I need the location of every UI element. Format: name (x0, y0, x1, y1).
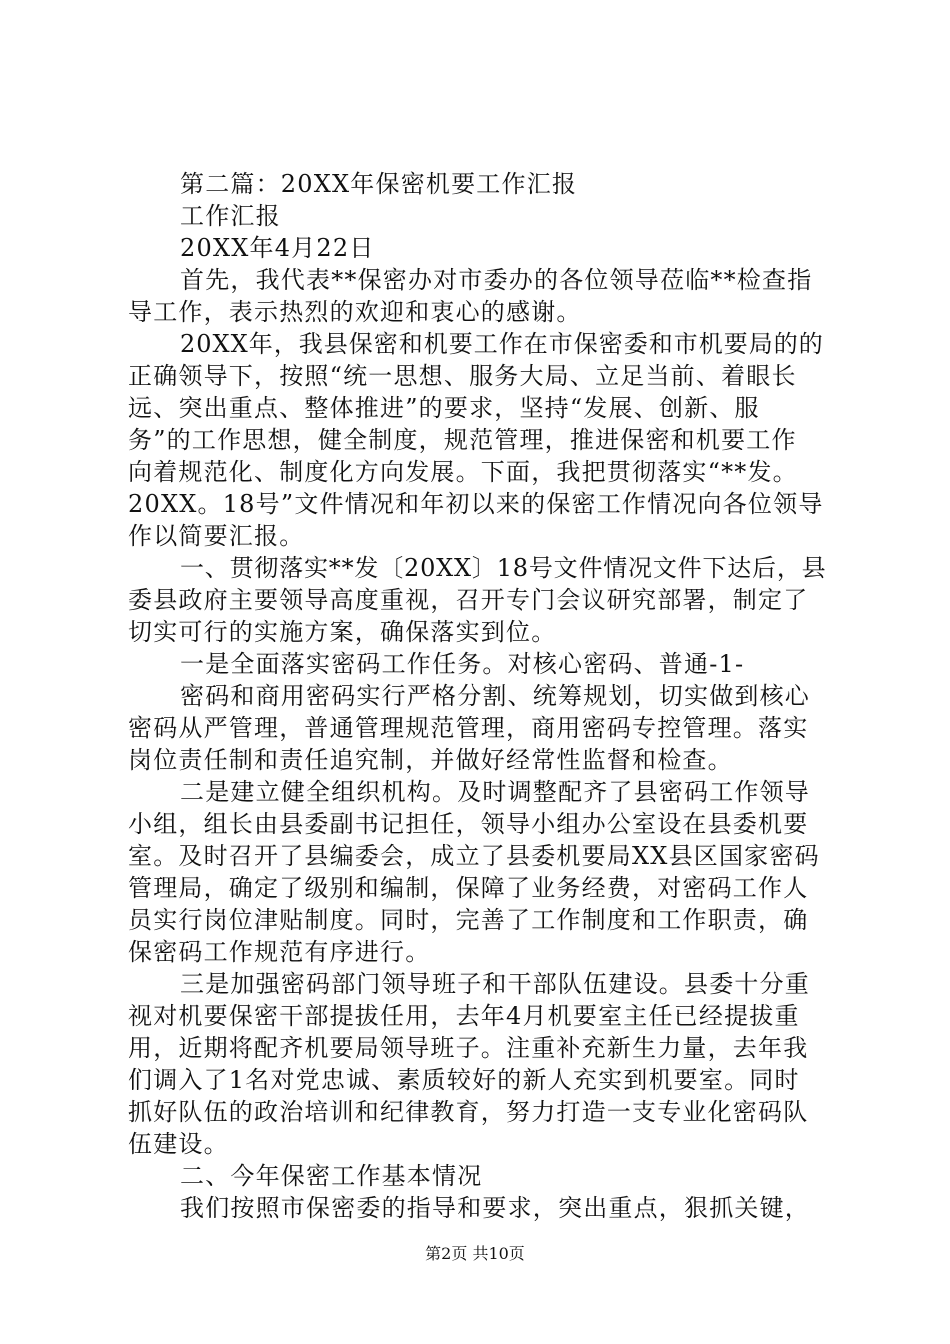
text-line: 切实可行的实施方案，确保落实到位。 (128, 618, 557, 646)
text-line: 第二篇：20XX年保密机要工作汇报 (180, 170, 578, 198)
text-line: 用，近期将配齐机要局领导班子。注重补充新生力量，去年我 (128, 1034, 809, 1062)
text-line: 远、突出重点、整体推进”的要求，坚持“发展、创新、服 (128, 394, 760, 422)
text-line: 们调入了1名对党忠诚、素质较好的新人充实到机要室。同时 (128, 1066, 800, 1094)
text-line: 抓好队伍的政治培训和纪律教育，努力打造一支专业化密码队 (128, 1098, 809, 1126)
text-line: 务”的工作思想，健全制度，规范管理，推进保密和机要工作 (128, 426, 797, 454)
text-line: 保密码工作规范有序进行。 (128, 938, 431, 966)
text-line: 二、今年保密工作基本情况 (180, 1162, 483, 1190)
text-line: 管理局，确定了级别和编制，保障了业务经费，对密码工作人 (128, 874, 809, 902)
document-body (128, 168, 828, 1224)
text-line: 导工作，表示热烈的欢迎和衷心的感谢。 (128, 298, 582, 326)
text-line: 向着规范化、制度化方向发展。下面，我把贯彻落实“**发。 (128, 458, 798, 486)
text-line: 我们按照市保密委的指导和要求，突出重点，狠抓关键， (180, 1194, 810, 1222)
text-line: 室。及时召开了县编委会，成立了县委机要局XX县区国家密码 (128, 842, 820, 870)
text-line: 员实行岗位津贴制度。同时，完善了工作制度和工作职责，确 (128, 906, 809, 934)
text-line: 密码从严管理，普通管理规范管理，商用密码专控管理。落实 (128, 714, 809, 742)
text-line: 20XX年，我县保密和机要工作在市保密委和市机要局的的 (180, 330, 824, 358)
text-line: 20XX年4月22日 (180, 234, 375, 262)
text-line: 作以简要汇报。 (128, 522, 305, 550)
text-line: 二是建立健全组织机构。及时调整配齐了县密码工作领导 (180, 778, 810, 806)
text-line: 伍建设。 (128, 1130, 229, 1158)
page-footer: 第2页 共10页 (425, 1244, 525, 1263)
text-line: 委县政府主要领导高度重视，召开专门会议研究部署，制定了 (128, 586, 809, 614)
text-line: 工作汇报 (180, 202, 281, 230)
text-line: 小组，组长由县委副书记担任，领导小组办公室设在县委机要 (128, 810, 809, 838)
text-line: 三是加强密码部门领导班子和干部队伍建设。县委十分重 (180, 970, 810, 998)
text-line: 20XX。18号”文件情况和年初以来的保密工作情况向各位领导 (128, 490, 824, 518)
text-line: 首先，我代表**保密办对市委办的各位领导莅临**检查指 (180, 266, 813, 294)
text-line: 一是全面落实密码工作任务。对核心密码、普通-1- (180, 650, 745, 678)
text-line: 正确领导下，按照“统一思想、服务大局、立足当前、着眼长 (128, 362, 797, 390)
text-line: 岗位责任制和责任追究制，并做好经常性监督和检查。 (128, 746, 733, 774)
text-line: 视对机要保密干部提拔任用，去年4月机要室主任已经提拔重 (128, 1002, 800, 1030)
text-line: 一、贯彻落实**发〔20XX〕18号文件情况文件下达后，县 (180, 554, 827, 582)
text-line: 密码和商用密码实行严格分割、统筹规划，切实做到核心 (180, 682, 810, 710)
